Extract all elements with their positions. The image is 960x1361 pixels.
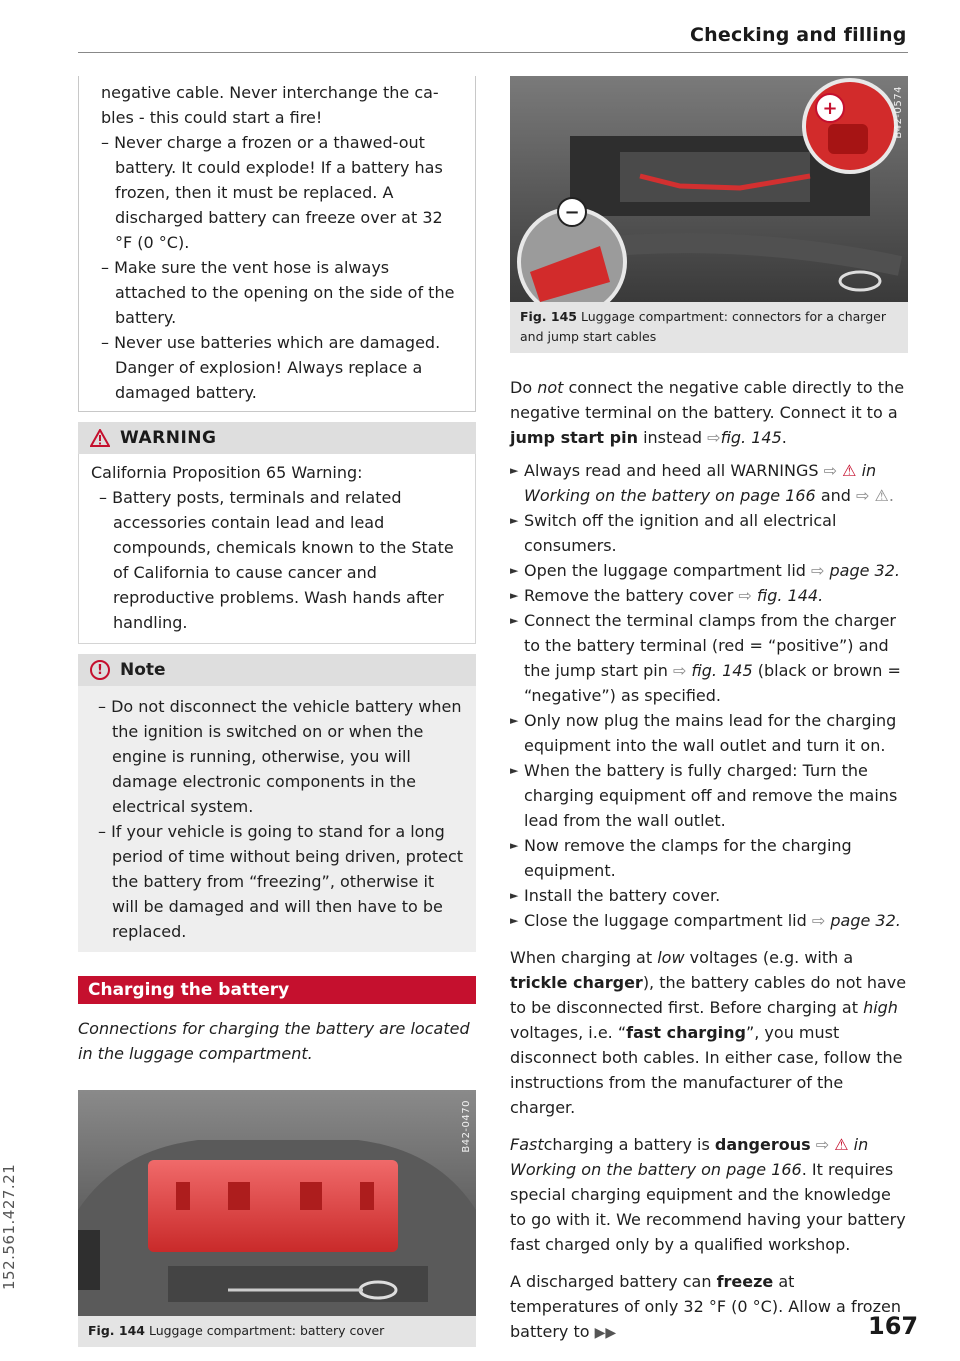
figure-144-code: B42-0470: [461, 1100, 472, 1153]
list-item: ► Only now plug the mains lead for the charging equipment into the wall outlet and turn it on.: [510, 708, 908, 758]
arrow-ref-icon: ⇨: [672, 661, 687, 680]
text-run: trickle charger: [510, 973, 643, 992]
paragraph-fast-charging: [510, 1132, 908, 1257]
figure-144-image: [78, 1090, 476, 1316]
text-run: freeze: [716, 1272, 774, 1291]
page-link[interactable]: page 32.: [824, 561, 900, 580]
arrow-ref-icon: ⇨: [811, 561, 825, 580]
list-item: – If your vehicle is going to stand for a long period of time without being driven, protect the battery from “freezing”, otherwise it will be damaged and will then have to be replaced.: [98, 822, 464, 941]
text-run: (black or brown = “negative”) as specified.: [524, 661, 901, 705]
page-header-title: Checking and filling: [690, 24, 907, 46]
text-run: Do: [510, 378, 538, 397]
section-title: Charging the battery: [78, 976, 476, 1004]
text-run: high: [863, 998, 898, 1017]
text-run: Remove the battery cover: [524, 586, 739, 605]
figure-144-caption: [78, 1316, 476, 1347]
text-run: jump start pin: [510, 428, 638, 447]
text-run: voltages (e.g. with a: [684, 948, 854, 967]
note-info-icon: !: [90, 660, 110, 680]
paragraph-charging-voltage: [510, 945, 908, 1120]
warning-header: [78, 422, 476, 454]
figure-145-image: [510, 76, 908, 302]
figure-144-caption-text: Luggage compartment: battery cover: [148, 1323, 385, 1338]
page-link[interactable]: in Working on the battery on page 166: [510, 1135, 869, 1179]
list-item: [510, 583, 908, 608]
list-item: – Make sure the vent hose is always attached to the opening on the side of the battery.: [101, 258, 455, 327]
positive-terminal-icon: +: [822, 98, 838, 119]
list-item: – Never use batteries which are damaged. Danger of explosion! Always replace a damaged battery.: [101, 333, 441, 402]
arrow-ref-icon: ⇨: [707, 428, 721, 447]
steps-list: [510, 458, 908, 933]
list-item: – Do not disconnect the vehicle battery when the ignition is switched on or when the engine is running, otherwise, you will damage electronic components in the electrical system.: [98, 697, 462, 816]
arrow-ref-icon: ⇨: [811, 911, 826, 930]
right-column: [510, 76, 908, 1346]
warning-list: [91, 485, 463, 635]
text-run: low: [657, 948, 685, 967]
warning-ref-icon: ⇨ ⚠.: [856, 486, 894, 505]
header-divider: [78, 52, 908, 53]
figure-145-code: B42-0574: [893, 86, 904, 139]
text-run: instead: [637, 428, 708, 447]
charger-connectors-illustration: [510, 76, 908, 302]
warning-body: [78, 454, 476, 644]
arrow-ref-icon: ⇨: [810, 1135, 830, 1154]
text-run: A discharged battery can: [510, 1272, 717, 1291]
figure-145: [510, 76, 908, 353]
text-run: Open the luggage compartment lid: [524, 561, 811, 580]
continued-warning-box: [78, 76, 476, 412]
arrow-ref-icon: ⇨: [738, 586, 752, 605]
text-run: fast charging: [626, 1023, 746, 1042]
warning-triangle-icon: ⚠: [834, 1135, 849, 1154]
list-item: [510, 458, 908, 508]
text-run: charging a battery is: [543, 1135, 715, 1154]
warning-triangle-icon: [90, 429, 110, 447]
text-run: .: [781, 428, 787, 447]
continued-line-2: bles - this could start a fire!: [101, 108, 323, 127]
spine-code: 152.561.427.21: [0, 1163, 18, 1290]
text-run: and: [815, 486, 857, 505]
text-run: connect the negative cable directly to the negative terminal on the battery. Connect it to a: [510, 378, 905, 422]
text-run: Close the luggage compartment lid: [524, 911, 812, 930]
figure-link[interactable]: fig. 145: [686, 661, 753, 680]
page-link[interactable]: in Working on the battery on page 166: [524, 461, 877, 505]
page-link[interactable]: page 32.: [825, 911, 901, 930]
figure-144-label: Fig. 144: [88, 1323, 145, 1338]
list-item: [510, 608, 908, 708]
note-list: [90, 694, 464, 944]
figure-144: [78, 1090, 476, 1347]
figure-145-label: Fig. 145: [520, 309, 577, 324]
text-run: not: [537, 378, 564, 397]
text-run: Fast: [510, 1135, 544, 1154]
negative-terminal-icon: −: [564, 202, 580, 223]
warning-triangle-icon: ⚠: [842, 461, 857, 480]
list-item: [510, 558, 908, 583]
list-item: – Battery posts, terminals and related accessories contain lead and lead compounds, chemicals known to the State of California to cause cancer and reproductive problems. Wash hands after handling.: [99, 488, 454, 632]
text-run: ”, you must disconnect both cables. In either case, follow the instructions from the manufacturer of the charger.: [510, 1023, 903, 1117]
list-item: [510, 908, 908, 933]
note-header: [78, 654, 476, 686]
list-item: ► When the battery is fully charged: Turn the charging equipment off and remove the mains lead from the wall outlet.: [510, 758, 908, 833]
note-label: Note: [120, 660, 166, 680]
text-run: ), the battery cables do not have to be disconnected first. Before charging at: [510, 973, 907, 1017]
continue-arrow-icon: ▶▶: [594, 1325, 617, 1341]
list-item: ► Switch off the ignition and all electrical consumers.: [510, 508, 908, 558]
figure-145-caption-text: Luggage compartment: connectors for a charger and jump start cables: [520, 309, 886, 344]
battery-cover-illustration: [78, 1090, 476, 1316]
left-column: [78, 76, 476, 1347]
continued-line-1: negative cable. Never interchange the ca-: [101, 83, 439, 102]
list-item: ► Now remove the clamps for the charging equipment.: [510, 833, 908, 883]
figure-link[interactable]: fig. 145: [720, 428, 782, 447]
arrow-ref-icon: ⇨: [823, 461, 838, 480]
text-run: voltages, i.e. “: [510, 1023, 627, 1042]
text-run: dangerous: [714, 1135, 811, 1154]
warning-label: WARNING: [120, 428, 217, 448]
text-run: at temperatures of only 32 °F (0 °C). Allow a frozen battery to: [510, 1272, 901, 1341]
paragraph-freeze: [510, 1269, 908, 1346]
note-body: [78, 686, 476, 952]
text-run: When charging at: [510, 948, 658, 967]
figure-145-caption: [510, 302, 908, 353]
list-item: – Never charge a frozen or a thawed-out battery. It could explode! If a battery has frozen, then it must be replaced. A discharged battery can freeze over at 32 °F (0 °C).: [101, 133, 443, 252]
section-intro: Connections for charging the battery are located in the luggage compartment.: [78, 1019, 470, 1063]
text-run: Connect the terminal clamps from the charger to the battery terminal (red = “positive”) and the jump start pin: [524, 611, 896, 680]
text-run: Always read and heed all WARNINGS: [524, 461, 824, 480]
page-number: 167: [868, 1312, 919, 1340]
figure-link[interactable]: fig. 144.: [751, 586, 824, 605]
warning-intro: California Proposition 65 Warning:: [91, 463, 363, 482]
text-run: . It requires special charging equipment and the knowledge to go with it. We recommend having your battery fast charged only by a qualified workshop.: [510, 1160, 906, 1254]
paragraph-jump-start: [510, 375, 908, 450]
continued-list: [93, 130, 461, 405]
list-item: ► Install the battery cover.: [510, 883, 908, 908]
